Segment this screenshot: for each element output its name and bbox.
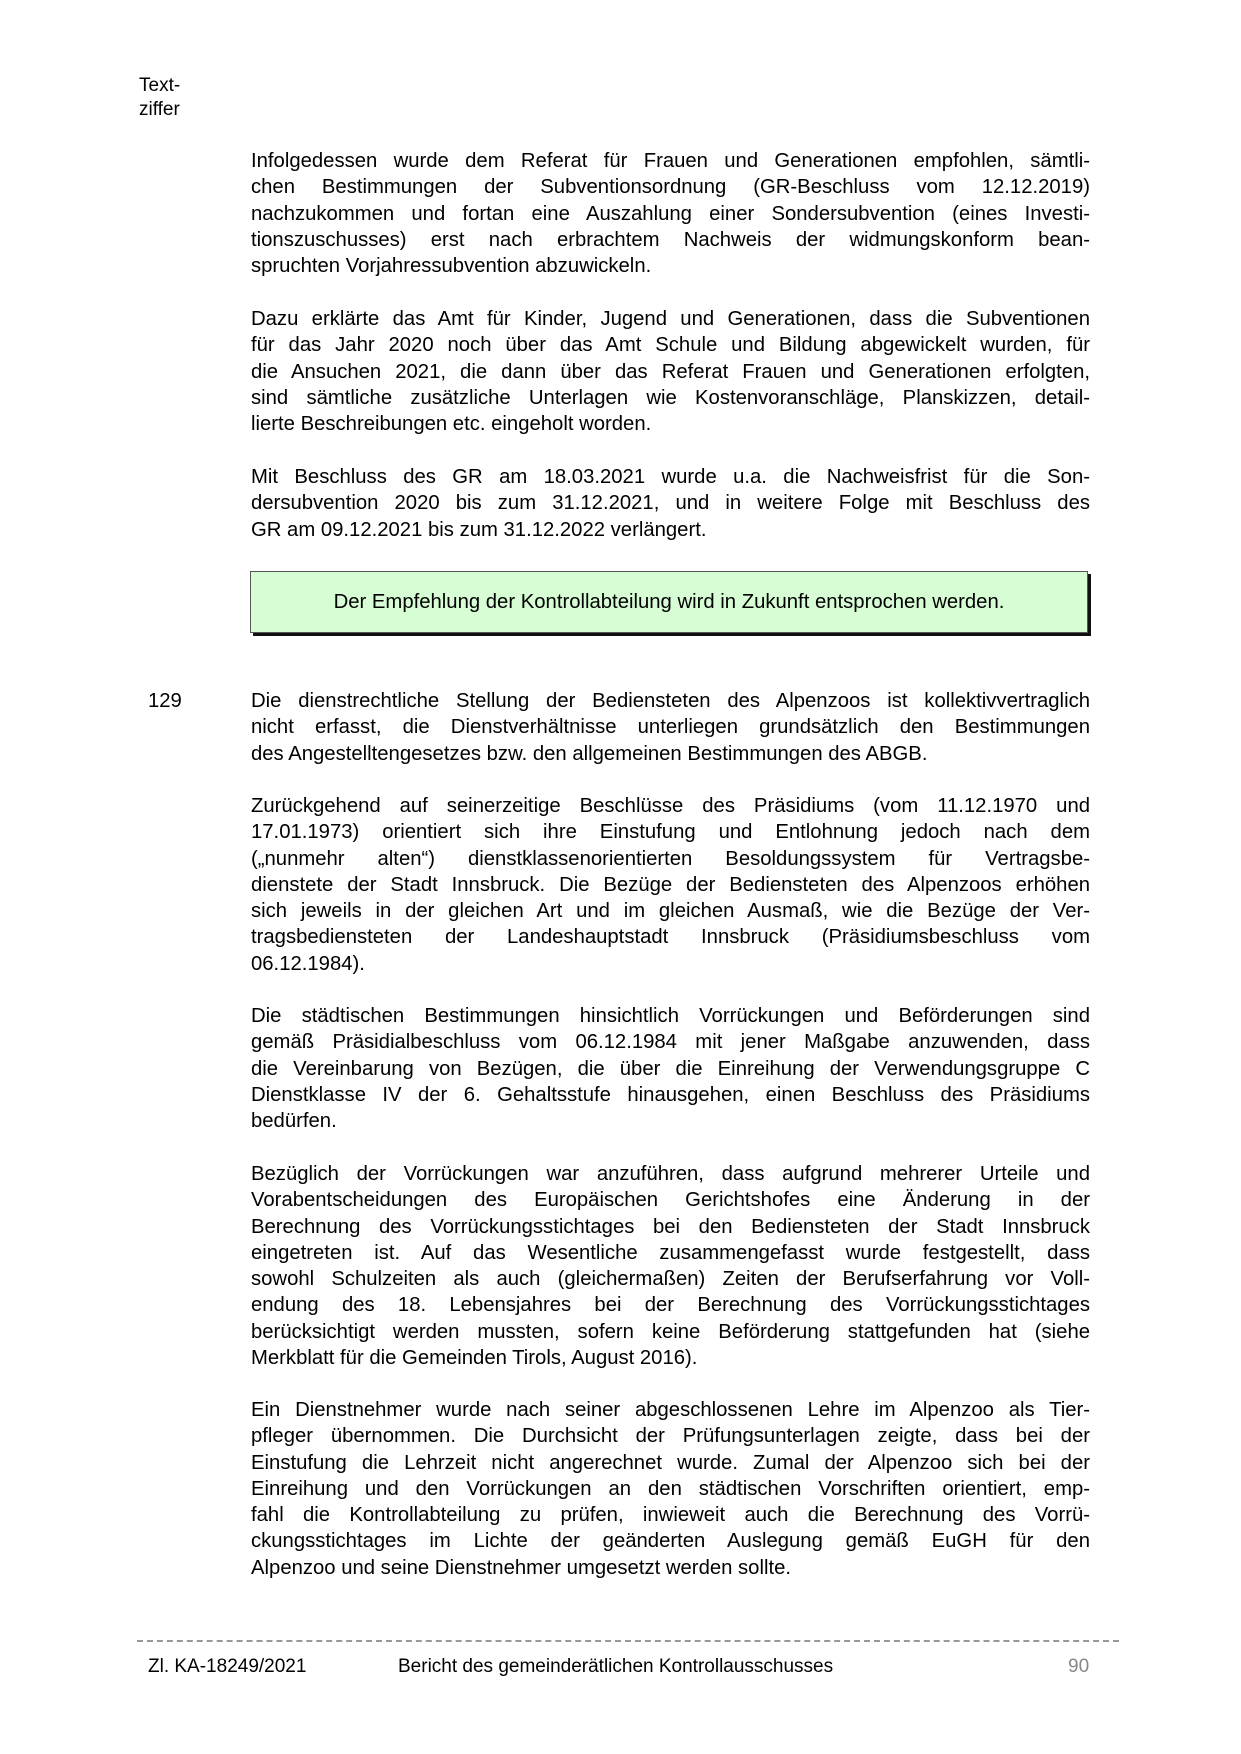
text-line: dersubvention 2020 bis zum 31.12.2021, und in weitere Folge mit Beschluss des (251, 492, 1090, 515)
text-line: spruchten Vorjahressubvention abzuwickeln. (251, 255, 652, 278)
text-line: sind sämtliche zusätzliche Unterlagen wie Kostenvoranschläge, Planskizzen, detail- (251, 386, 1090, 409)
text-line: die Ansuchen 2021, die dann über das Referat Frauen und Generationen erfolgten, (251, 360, 1090, 383)
text-line: Dienstklasse IV der 6. Gehaltsstufe hinausgehen, einen Beschluss des Präsidiums (251, 1083, 1090, 1106)
header-line: Text- (139, 75, 181, 96)
paragraph (251, 688, 1090, 767)
text-line: Mit Beschluss des GR am 18.03.2021 wurde u.a. die Nachweisfrist für die Son- (251, 466, 1090, 488)
text-line: GR am 09.12.2021 bis zum 31.12.2022 verlängert. (251, 518, 707, 541)
text-line: ckungsstichtages im Lichte der geänderten Auslegung gemäß EuGH für den (251, 1530, 1090, 1553)
text-line: Merkblatt für die Gemeinden Tirols, August 2016). (251, 1347, 698, 1370)
text-line: des Angestelltengesetzes bzw. den allgemeinen Bestimmungen des ABGB. (251, 742, 928, 765)
page-number: 90 (1068, 1656, 1090, 1677)
text-line: Einreihung und den Vorrückungen an den städtischen Vorschriften orientiert, emp- (251, 1477, 1090, 1500)
text-line: Die städtischen Bestimmungen hinsichtlich Vorrückungen und Beförderungen sind (251, 1005, 1090, 1027)
footer-reference: Zl. KA-18249/2021 (148, 1656, 307, 1677)
text-line: sowohl Schulzeiten als auch (gleichermaßen) Zeiten der Berufserfahrung vor Voll- (251, 1268, 1090, 1291)
section-number: 129 (148, 690, 182, 712)
text-line: berücksichtigt werden mussten, sofern keine Beförderung stattgefunden hat (siehe (251, 1320, 1090, 1343)
statement-box (250, 571, 1088, 633)
text-line: gemäß Präsidialbeschluss vom 06.12.1984 mit jener Maßgabe anzuwenden, dass (251, 1031, 1090, 1054)
header-line: ziffer (139, 99, 180, 120)
textziffer-header (139, 74, 180, 122)
text-line: Einstufung die Lehrzeit nicht angerechnet wurde. Zumal der Alpenzoo sich bei der (251, 1451, 1090, 1474)
text-line: für das Jahr 2020 noch über das Amt Schule und Bildung abgewickelt wurden, für (251, 334, 1090, 357)
paragraph (251, 1397, 1090, 1581)
paragraph (251, 1003, 1090, 1134)
text-line: Dazu erklärte das Amt für Kinder, Jugend und Generationen, dass die Subventionen (251, 308, 1090, 330)
footer-divider (137, 1640, 1119, 1642)
text-line: tragsbediensteten der Landeshauptstadt Innsbruck (Präsidiumsbeschluss vom (251, 926, 1090, 949)
text-line: Alpenzoo und seine Dienstnehmer umgesetzt werden sollte. (251, 1556, 792, 1579)
paragraph (251, 148, 1090, 279)
text-line: Zurückgehend auf seinerzeitige Beschlüsse des Präsidiums (vom 11.12.1970 und (251, 795, 1090, 817)
text-line: die Vereinbarung von Bezügen, die über die Einreihung der Verwendungsgruppe C (251, 1057, 1090, 1080)
text-line: eingetreten ist. Auf das Wesentliche zusammengefasst wurde festgestellt, dass (251, 1241, 1090, 1264)
text-line: Berechnung des Vorrückungsstichtages bei den Bediensteten der Stadt Innsbruck (251, 1215, 1090, 1238)
text-line: („nunmehr alten“) dienstklassenorientierten Besoldungssystem für Vertragsbe- (251, 847, 1090, 870)
text-line: sich jeweils in der gleichen Art und im gleichen Ausmaß, wie die Bezüge der Ver- (251, 900, 1090, 923)
text-line: dienstete der Stadt Innsbruck. Die Bezüge der Bediensteten des Alpenzoos erhöhen (251, 873, 1090, 896)
text-line: Vorabentscheidungen des Europäischen Gerichtshofes eine Änderung in der (251, 1189, 1090, 1212)
paragraph (251, 306, 1090, 437)
paragraph (251, 793, 1090, 977)
paragraph (251, 464, 1090, 543)
text-line: endung des 18. Lebensjahres bei der Berechnung des Vorrückungsstichtages (251, 1294, 1090, 1317)
text-line: chen Bestimmungen der Subventionsordnung (GR-Beschluss vom 12.12.2019) (251, 176, 1090, 199)
text-line: Bezüglich der Vorrückungen war anzuführen, dass aufgrund mehrerer Urteile und (251, 1163, 1090, 1185)
text-line: 06.12.1984). (251, 952, 365, 975)
statement-text: Der Empfehlung der Kontrollabteilung wird in Zukunft entsprochen werden. (333, 590, 1005, 613)
paragraph (251, 1161, 1090, 1371)
text-line: nicht erfasst, die Dienstverhältnisse unterliegen grundsätzlich den Bestimmungen (251, 716, 1090, 739)
text-line: nachzukommen und fortan eine Auszahlung einer Sondersubvention (eines Investi- (251, 202, 1090, 225)
text-line: pfleger übernommen. Die Durchsicht der Prüfungsunterlagen zeigte, dass bei der (251, 1425, 1090, 1448)
text-line: 17.01.1973) orientiert sich ihre Einstufung und Entlohnung jedoch nach dem (251, 821, 1090, 844)
footer-title: Bericht des gemeinderätlichen Kontrollausschusses (398, 1656, 834, 1677)
text-line: fahl die Kontrollabteilung zu prüfen, inwieweit auch die Berechnung des Vorrü- (251, 1504, 1090, 1527)
text-line: lierte Beschreibungen etc. eingeholt worden. (251, 413, 652, 436)
text-line: Die dienstrechtliche Stellung der Bediensteten des Alpenzoos ist kollektivvertraglich (251, 690, 1090, 712)
text-line: tionszuschusses) erst nach erbrachtem Nachweis der widmungskonform bean- (251, 228, 1090, 251)
text-line: Ein Dienstnehmer wurde nach seiner abgeschlossenen Lehre im Alpenzoo als Tier- (251, 1399, 1090, 1421)
text-line: bedürfen. (251, 1110, 337, 1133)
text-line: Infolgedessen wurde dem Referat für Frauen und Generationen empfohlen, sämtli- (251, 150, 1090, 172)
